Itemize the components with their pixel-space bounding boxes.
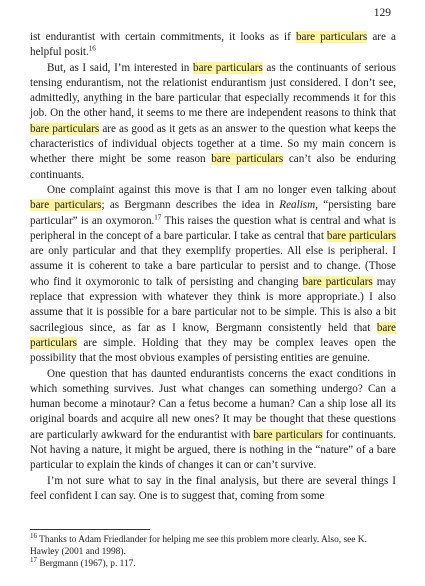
- footnote-text: Bergmann (1967), p. 117.: [37, 559, 136, 569]
- text-run: One question that has daunted endurantists concerns the exact conditions in which something survives. Just what changes can something undergo? Can a human become a minotaur? Can a fetus become a human? Can a ship lose all its original boards and acquire all new ones? It may be thought that these questions are particularly awkward for the endurantist with: [30, 367, 396, 441]
- highlighted-text: bare particulars: [326, 229, 396, 242]
- text-run: can’t also be enduring continuants.: [30, 153, 396, 181]
- paragraph: [30, 183, 396, 367]
- paragraph: [30, 61, 396, 183]
- footnote-rule: [30, 529, 150, 530]
- page-number: 129: [373, 7, 391, 19]
- text-run: One complaint against this move is that I am no longer even talking about: [47, 183, 396, 196]
- text-run: This raises the question what is central and what is peripheral in the concept of a bare particular. I take as central that: [30, 214, 396, 242]
- highlighted-text: bare particulars: [30, 321, 396, 349]
- footnote: [30, 531, 396, 558]
- paragraph: [30, 367, 396, 474]
- highlighted-text: bare particulars: [253, 428, 323, 441]
- body-text: [30, 30, 396, 504]
- highlighted-text: bare particulars: [302, 275, 373, 288]
- highlighted-text: bare particulars: [295, 31, 368, 43]
- highlighted-text: bare particulars: [193, 61, 263, 74]
- italic-text: Realism: [279, 199, 316, 212]
- paragraph: [30, 30, 396, 61]
- text-run: are a helpful posit.: [30, 31, 396, 59]
- text-run: are as good as it gets as an answer to the question what keeps the characteristics of individual objects together at a time. So my main concern is whether there might be some reason: [30, 122, 396, 166]
- footnote-number: 16: [30, 531, 37, 540]
- text-run: are simple. Holding that they may be complex leaves open the possibility that the most obvious examples of persisting entities are genuine.: [30, 336, 396, 365]
- text-run: , “persisting bare particular” is an oxymoron.: [30, 199, 396, 227]
- text-run: as the continuants of serious tensing endurantism, not the relationist endurantism just considered. I don’t see, admittedly, anything in the bare particular that especially recommends it for this job. On the other hand, it seems to me there are independent reasons to think that: [30, 61, 396, 120]
- footnote-marker: 16: [88, 44, 96, 53]
- highlighted-text: bare particulars: [211, 153, 284, 166]
- text-run: ist endurantist with certain commitments, it looks as if: [30, 31, 296, 43]
- text-run: ; as Bergmann describes the idea in: [101, 199, 280, 212]
- text-run: But, as I said, I’m interested in: [47, 61, 193, 74]
- text-run: may replace that expression with whatever they think is more appropriate.) I also assume that it is possible for a bare particular not to be simple. This is also a bit sacrilegious since, as far as I know, Bergmann consistently held that: [30, 275, 396, 334]
- footnote-marker: 17: [154, 212, 162, 221]
- highlighted-text: bare particulars: [30, 199, 102, 212]
- footnotes: [30, 531, 396, 570]
- paragraph: [30, 474, 396, 505]
- footnote-text: Thanks to Adam Friedlander for helping me see this problem more clearly. Also, see K. Hawley (2001 and 1998).: [30, 535, 367, 557]
- footnote: [30, 555, 396, 570]
- highlighted-text: bare particulars: [30, 122, 100, 135]
- text-run: for continuants. Not having a nature, it might be argued, there is nothing in the “nature” of a bare particular to explain the kinds of changes it can or can’t survive.: [30, 428, 396, 472]
- footnote-number: 17: [30, 555, 37, 564]
- text-run: I’m not sure what to say in the final analysis, but there are several things I feel confident I can say. One is to suggest that, coming from some: [30, 474, 396, 502]
- text-run: are only particular and that they exemplify properties. All else is peripheral. I assume it is coherent to take a bare particular to persist and to change. (Those who find it oxymoronic to talk of persisting and changing: [30, 245, 396, 288]
